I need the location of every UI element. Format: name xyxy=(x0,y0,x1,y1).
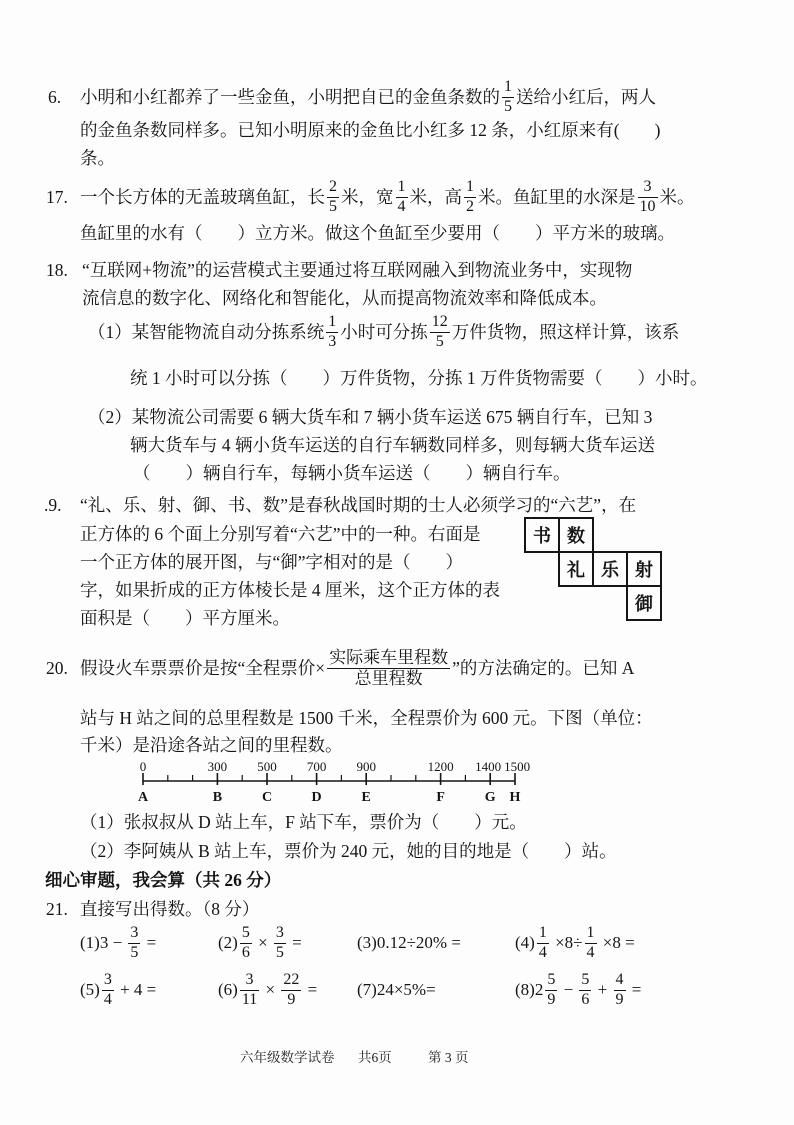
q21-title: 直接写出得数。（8 分） xyxy=(80,898,260,919)
calc-expression-text: = xyxy=(142,932,157,952)
question-text: 小时可分拣 xyxy=(340,321,428,342)
fraction-numerator: 5 xyxy=(579,972,591,991)
q20-number: 20. xyxy=(46,657,68,678)
fraction xyxy=(585,925,597,962)
fraction-denominator: 9 xyxy=(615,990,624,1008)
footer-page-number: 第 3 页 xyxy=(428,1050,469,1065)
calc-expression-text: 3 − xyxy=(99,932,127,952)
calc-expression-text: − xyxy=(559,979,578,999)
net-cell: 礼 xyxy=(558,551,594,587)
q20-line-1 xyxy=(80,643,634,693)
q18-part1-line-1 xyxy=(88,312,679,352)
fraction-numerator: 3 xyxy=(102,972,114,991)
fraction xyxy=(614,972,626,1009)
fraction-numerator: 实际乘车里程数 xyxy=(329,647,449,667)
calc-item-label: (8) xyxy=(515,979,535,999)
fraction xyxy=(579,972,591,1009)
calc-item-label: (7) xyxy=(357,979,377,999)
fraction-numerator: 3 xyxy=(128,925,140,944)
fraction-denominator: 5 xyxy=(504,97,512,115)
fraction-numerator: 22 xyxy=(281,972,301,991)
question-text: 米。 xyxy=(659,186,695,207)
q20-sub-2: （2）李阿姨从 B 站上车，票价为 240 元，她的目的地是（ ）站。 xyxy=(80,840,617,861)
question-text: 万件货物，照这样计算，该系 xyxy=(451,321,680,342)
fraction xyxy=(102,972,114,1009)
fraction-denominator: 2 xyxy=(466,197,474,215)
q20-line-3: 千米）是沿途各站之间的里程数。 xyxy=(80,734,343,755)
calc-item-label: (1) xyxy=(80,932,100,952)
question-text: 米，高 xyxy=(409,186,462,207)
route-km-label: 500 xyxy=(257,759,277,774)
question-text: 送给小红后，两人 xyxy=(516,86,656,107)
fraction-numerator: 3 xyxy=(240,972,259,991)
route-station-name: G xyxy=(484,790,496,805)
question-text: （1）某智能物流自动分拣系统 xyxy=(88,321,325,342)
calc-expression-text: = xyxy=(627,979,642,999)
footer-title: 六年级数学试卷 xyxy=(240,1050,335,1065)
fraction-denominator: 9 xyxy=(547,990,556,1008)
calc-item-7 xyxy=(357,970,436,1010)
q18-line-2: 流信息的数字化、网络化和智能化，从而提高物流效率和降低成本。 xyxy=(82,287,607,308)
route-km-label: 1400 xyxy=(475,759,502,774)
route-station-name: A xyxy=(137,790,149,805)
fraction-denominator: 总里程数 xyxy=(354,668,423,688)
q20-line-2: 站与 H 站之间的总里程数是 1500 千米，全程票价为 600 元。下图（单位： xyxy=(80,707,653,728)
fraction xyxy=(128,925,140,962)
fraction xyxy=(281,972,301,1009)
question-text: 米。鱼缸里的水深是 xyxy=(478,186,636,207)
fraction-denominator: 4 xyxy=(538,943,547,961)
fraction xyxy=(638,179,658,216)
q17-number: 17. xyxy=(46,186,68,207)
fraction-numerator: 5 xyxy=(240,925,252,944)
fraction-numerator: 3 xyxy=(638,179,658,198)
net-cell: 书 xyxy=(524,517,560,553)
fraction-denominator: 5 xyxy=(275,943,284,961)
fraction-numerator: 1 xyxy=(585,925,597,944)
q19-line-5: 面积是（ ）平方厘米。 xyxy=(80,607,290,628)
calc-item-8 xyxy=(515,970,641,1010)
fraction xyxy=(396,179,408,216)
fraction xyxy=(240,925,252,962)
calc-item-4 xyxy=(515,923,635,963)
fraction-denominator: 3 xyxy=(328,332,337,350)
route-station-name: C xyxy=(261,790,273,805)
fraction-denominator: 9 xyxy=(287,990,296,1008)
question-text: 小明和小红都养了一些金鱼，小明把自已的金鱼条数的 xyxy=(80,86,500,107)
footer-total-pages: 共6页 xyxy=(358,1050,392,1065)
q20-sub-1: （1）张叔叔从 D 站上车，F 站下车，票价为（ ）元。 xyxy=(80,811,527,832)
fraction-numerator: 1 xyxy=(464,179,476,198)
route-km-label: 300 xyxy=(207,759,228,774)
route-km-label: 1500 xyxy=(504,759,531,774)
calc-expression-text: 0.12÷20% = xyxy=(376,932,461,952)
calc-expression-text: + xyxy=(593,979,612,999)
route-km-label: 700 xyxy=(306,759,327,774)
route-station-name: F xyxy=(436,790,445,805)
route-number-line xyxy=(133,755,543,809)
route-station-name: E xyxy=(361,790,371,805)
fraction-denominator: 4 xyxy=(397,197,406,215)
q18-part2-line-1: （2）某物流公司需要 6 辆大货车和 7 辆小货车运送 675 辆自行车，已知 3 xyxy=(88,406,653,427)
fraction xyxy=(430,314,450,351)
calc-item-label: (6) xyxy=(218,979,238,999)
question-text: 假设火车票票价是按“全程票价× xyxy=(80,657,326,678)
q18-number: 18. xyxy=(46,259,68,280)
route-km-label: 0 xyxy=(139,759,147,774)
calc-item-5 xyxy=(80,970,156,1010)
q17-line-2: 鱼缸里的水有（ ）立方米。做这个鱼缸至少要用（ ）平方米的玻璃。 xyxy=(80,222,675,243)
q16-line-3: 条。 xyxy=(80,147,115,168)
fraction-numerator: 5 xyxy=(545,972,557,991)
fraction-denominator: 6 xyxy=(241,943,250,961)
q18-part2-line-3: （ ）辆自行车，每辆小货车运送（ ）辆自行车。 xyxy=(133,462,571,483)
net-cell: 乐 xyxy=(592,551,628,587)
q18-part1-line-2: 统 1 小时可以分拣（ ）万件货物，分拣 1 万件货物需要（ ）小时。 xyxy=(130,367,708,388)
fraction-numerator: 1 xyxy=(396,179,408,198)
q16-number: 6. xyxy=(48,86,62,107)
fraction-denominator: 4 xyxy=(103,990,112,1008)
route-station-name: D xyxy=(311,790,322,805)
net-cell: 数 xyxy=(558,517,594,553)
calc-item-label: (3) xyxy=(357,932,377,952)
calc-item-1 xyxy=(80,923,156,963)
cube-net-diagram xyxy=(524,517,664,623)
fraction-denominator: 5 xyxy=(329,197,337,215)
fraction xyxy=(326,314,338,351)
q19-line-3: 一个正方体的展开图，与“御”字相对的是（ ） xyxy=(80,551,464,572)
calc-expression-text: × xyxy=(261,979,280,999)
route-km-label: 1200 xyxy=(427,759,454,774)
fraction-denominator: 11 xyxy=(241,990,258,1008)
fraction xyxy=(537,925,549,962)
q21-number: 21. xyxy=(46,898,68,919)
calc-expression-text: ×8 = xyxy=(598,932,635,952)
fraction-numerator: 3 xyxy=(274,925,286,944)
question-text: 米，宽 xyxy=(341,186,394,207)
q18-line-1: “互联网+物流”的运营模式主要通过将互联网融入到物流业务中，实现物 xyxy=(82,259,633,280)
fraction xyxy=(545,972,557,1009)
fraction-numerator: 2 xyxy=(327,179,339,198)
question-text: 一个长方体的无盖玻璃鱼缸，长 xyxy=(80,186,325,207)
calc-item-label: (5) xyxy=(80,979,100,999)
fraction-denominator: 6 xyxy=(581,990,590,1008)
q17-line-1 xyxy=(80,177,695,217)
fraction-denominator: 4 xyxy=(586,943,595,961)
fraction-numerator: 1 xyxy=(502,79,514,98)
fraction xyxy=(327,179,339,216)
q18-part2-line-2: 辆大货车与 4 辆小货车运送的自行车辆数同样多，则每辆大货车运送 xyxy=(130,434,655,455)
net-cell: 御 xyxy=(626,585,662,621)
q19-line-1: “礼、乐、射、御、书、数”是春秋战国时期的士人必须学习的“六艺”，在 xyxy=(80,494,637,515)
route-station-name: B xyxy=(212,790,223,805)
route-station-name: H xyxy=(509,790,521,805)
calc-expression-text: + 4 = xyxy=(115,979,157,999)
fraction-denominator: 5 xyxy=(435,332,444,350)
calc-item-3 xyxy=(357,923,461,963)
question-text: ”的方法确定的。已知 A xyxy=(452,657,635,678)
calc-item-label: (4) xyxy=(515,932,535,952)
route-km-label: 900 xyxy=(356,759,376,774)
calc-expression-text: ×8÷ xyxy=(550,932,583,952)
fraction xyxy=(274,925,286,962)
calc-whole-number: 2 xyxy=(534,979,544,999)
calc-expression-text: × xyxy=(253,932,272,952)
fraction xyxy=(464,179,476,216)
fraction xyxy=(327,649,450,688)
fraction-numerator: 1 xyxy=(326,314,338,333)
net-cell: 射 xyxy=(626,551,662,587)
fraction-denominator: 10 xyxy=(639,197,656,215)
q16-line-2: 的金鱼条数同样多。已知小明原来的金鱼比小红多 12 条，小红原来有( ) xyxy=(80,119,661,140)
q19-line-4: 字，如果折成的正方体棱长是 4 厘米，这个正方体的表 xyxy=(80,579,500,600)
q19-line-2: 正方体的 6 个面上分别写着“六艺”中的一种。右面是 xyxy=(80,523,481,544)
calc-item-label: (2) xyxy=(218,932,238,952)
calc-expression-text: 24×5%= xyxy=(376,979,436,999)
fraction-numerator: 12 xyxy=(430,314,450,333)
calc-expression-text: = xyxy=(303,979,318,999)
section-title: 细心审题，我会算（共 26 分） xyxy=(45,869,282,890)
q19-number: .9. xyxy=(44,494,62,515)
calc-item-2 xyxy=(218,923,302,963)
fraction xyxy=(240,972,259,1009)
fraction-numerator: 1 xyxy=(537,925,549,944)
calc-item-6 xyxy=(218,970,317,1010)
fraction-numerator: 4 xyxy=(614,972,626,991)
fraction-denominator: 5 xyxy=(130,943,139,961)
calc-expression-text: = xyxy=(287,932,302,952)
